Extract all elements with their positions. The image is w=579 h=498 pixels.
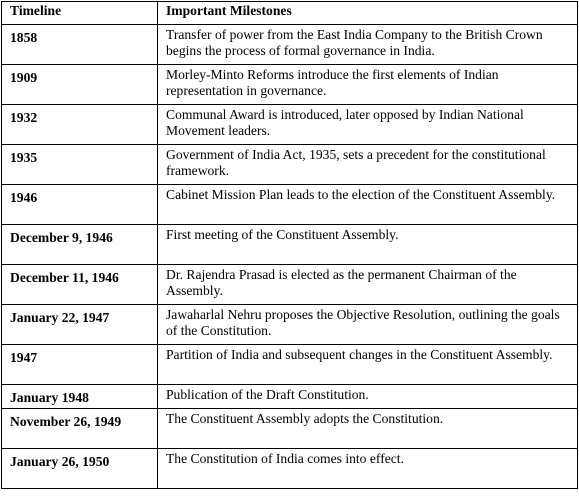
header-row (2, 2, 578, 25)
table-row (2, 225, 578, 265)
milestone-cell: Morley-Minto Reforms introduce the first elements of Indian representation in governance. (158, 65, 578, 105)
milestone-cell: Publication of the Draft Constitution. (158, 385, 578, 409)
table-row (2, 25, 578, 65)
milestone-cell: Cabinet Mission Plan leads to the election of the Constituent Assembly. (158, 185, 578, 225)
timeline-cell: 1858 (2, 25, 158, 65)
timeline-cell: 1947 (2, 345, 158, 385)
milestone-cell: Jawaharlal Nehru proposes the Objective Resolution, outlining the goals of the Constitution. (158, 305, 578, 345)
table-row (2, 265, 578, 305)
table-row (2, 409, 578, 449)
milestone-cell: The Constituent Assembly adopts the Constitution. (158, 409, 578, 449)
timeline-cell: 1932 (2, 105, 158, 145)
timeline-cell: December 11, 1946 (2, 265, 158, 305)
milestone-cell: Partition of India and subsequent changes in the Constituent Assembly. (158, 345, 578, 385)
table-row (2, 385, 578, 409)
milestone-cell: Communal Award is introduced, later opposed by Indian National Movement leaders. (158, 105, 578, 145)
table-row (2, 345, 578, 385)
timeline-cell: November 26, 1949 (2, 409, 158, 449)
timeline-cell: 1935 (2, 145, 158, 185)
table-row (2, 185, 578, 225)
timeline-cell: December 9, 1946 (2, 225, 158, 265)
timeline-cell: 1909 (2, 65, 158, 105)
header-timeline: Timeline (2, 2, 158, 25)
table-row (2, 145, 578, 185)
milestones-table (1, 1, 578, 489)
header-milestones: Important Milestones (158, 2, 578, 25)
table-row (2, 305, 578, 345)
milestone-cell: Transfer of power from the East India Company to the British Crown begins the process of formal governance in India. (158, 25, 578, 65)
table-row (2, 65, 578, 105)
timeline-cell: 1946 (2, 185, 158, 225)
milestone-cell: First meeting of the Constituent Assembly. (158, 225, 578, 265)
table-row (2, 449, 578, 489)
table-row (2, 105, 578, 145)
timeline-cell: January 22, 1947 (2, 305, 158, 345)
timeline-cell: January 1948 (2, 385, 158, 409)
milestone-cell: Dr. Rajendra Prasad is elected as the permanent Chairman of the Assembly. (158, 265, 578, 305)
milestone-cell: The Constitution of India comes into effect. (158, 449, 578, 489)
timeline-cell: January 26, 1950 (2, 449, 158, 489)
milestone-cell: Government of India Act, 1935, sets a precedent for the constitutional framework. (158, 145, 578, 185)
